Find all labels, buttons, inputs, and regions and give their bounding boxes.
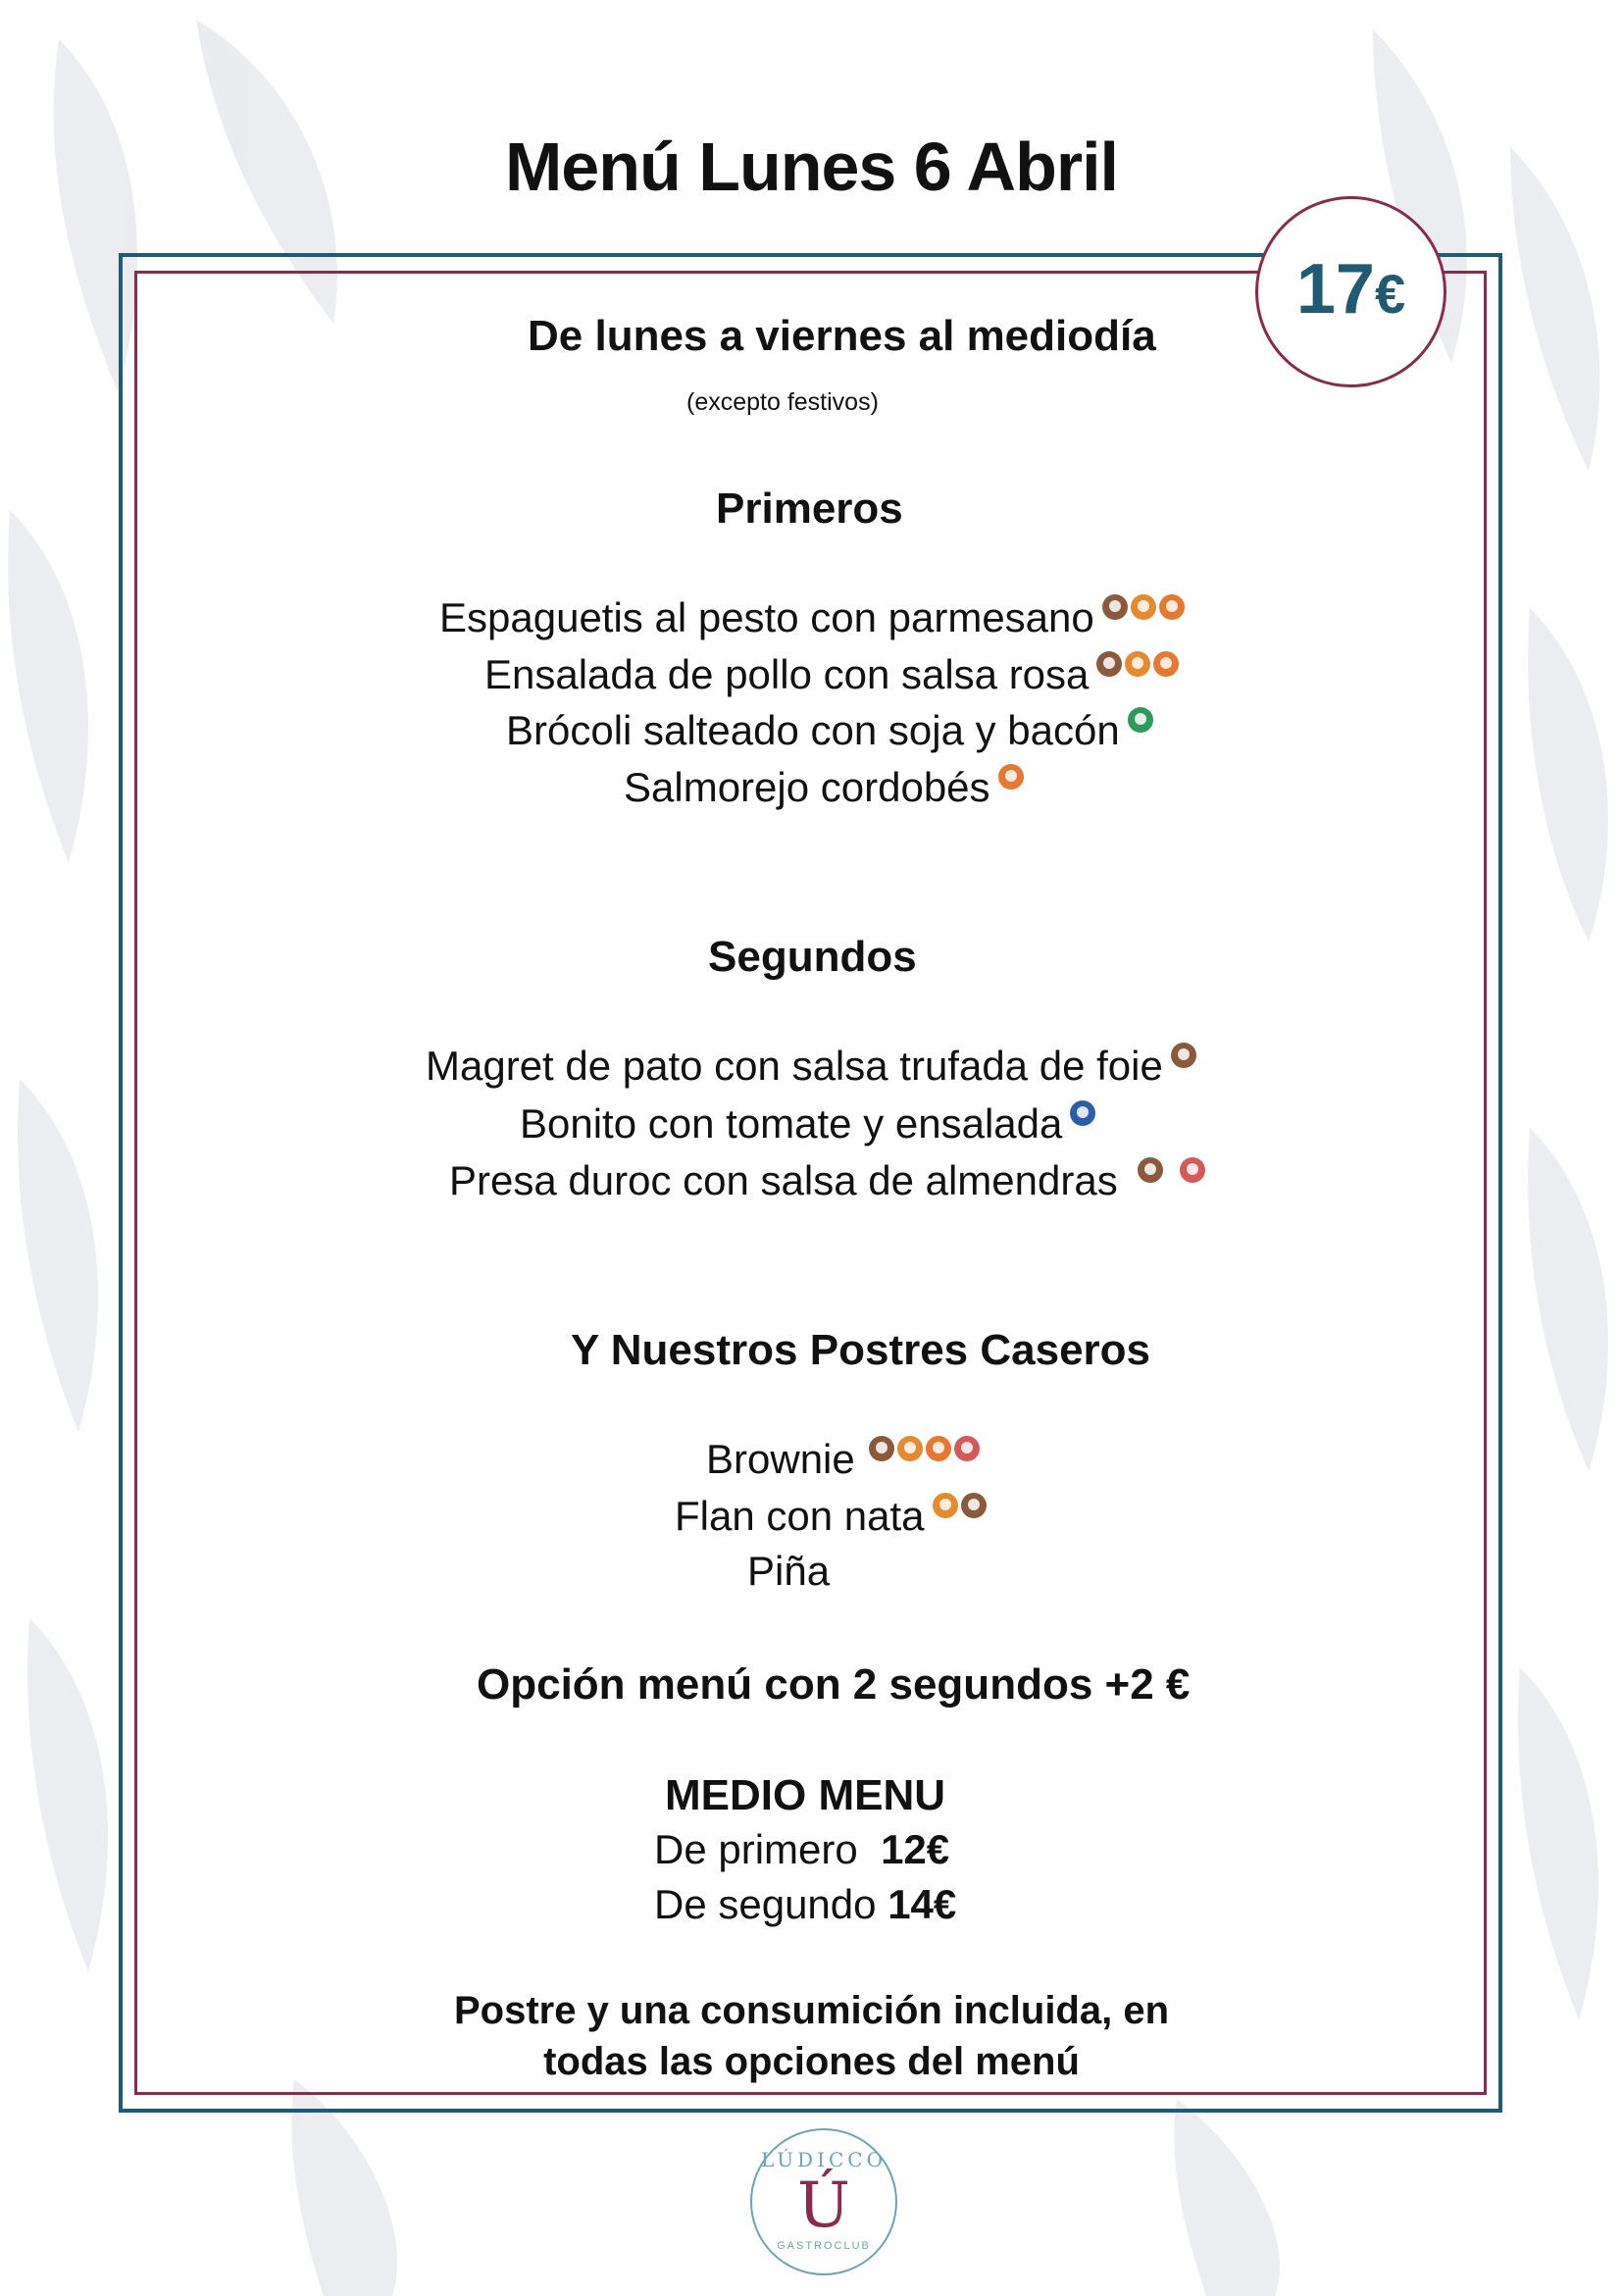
menu-item [520,1100,1098,1148]
menu-item-label: Magret de pato con salsa trufada de foie [426,1043,1163,1089]
allergen-icon [1131,594,1156,620]
allergen-icons [1138,1157,1208,1204]
menu-item [484,651,1182,698]
primeros-heading: Primeros [716,485,903,533]
allergen-icons [1070,1100,1098,1148]
medio-segundo [654,1881,956,1928]
menu-item-label: Espaguetis al pesto con parmesano [439,594,1094,640]
option-two-seconds: Opción menú con 2 segundos +2 € [477,1660,1191,1709]
allergen-icons [1171,1043,1199,1090]
price-currency: € [1374,263,1406,325]
menu-item-label: Bonito con tomate y ensalada [520,1100,1063,1147]
footer-line-2: todas las opciones del menú [543,2040,1080,2083]
allergen-icon [954,1436,980,1461]
allergen-icon [1180,1157,1205,1183]
allergen-icons [1096,651,1182,698]
segundos-heading: Segundos [708,933,917,981]
footer-line-1: Postre y una consumición incluida, en [453,1989,1170,2032]
allergen-icon [961,1493,987,1518]
menu-item [439,594,1188,641]
allergen-icons [1102,594,1188,641]
schedule-note: (excepto festivos) [686,388,879,416]
menu-item [675,1493,989,1540]
allergen-icon [1125,651,1150,677]
menu-item-label: Brownie [706,1436,855,1482]
menu-item [426,1043,1199,1090]
allergen-icon [1153,651,1179,677]
allergen-icon [897,1436,923,1461]
menu-item-label: Presa duroc con salsa de almendras [449,1157,1118,1203]
postres-heading: Y Nuestros Postres Caseros [571,1326,1151,1374]
medio-primero-price: 12€ [881,1826,950,1872]
allergen-icon [1159,594,1185,620]
allergen-icon [933,1493,958,1518]
allergen-icons [1128,707,1156,754]
allergen-icons [869,1436,983,1483]
allergen-icon [1102,594,1128,620]
schedule-heading: De lunes a viernes al mediodía [528,312,1156,360]
allergen-icon [1138,1157,1163,1183]
allergen-icons [998,764,1027,811]
logo-subtitle: GASTROCLUB [777,2240,871,2252]
allergen-icon [1070,1100,1095,1126]
price-badge [1255,196,1446,387]
allergen-icon [926,1436,951,1461]
allergen-icon [1096,651,1122,677]
allergen-icon [998,764,1024,790]
medio-primero [654,1826,949,1873]
menu-item-label: Salmorejo cordobés [624,764,990,810]
menu-item [747,1548,830,1595]
page-title: Menú Lunes 6 Abril [504,128,1119,205]
medio-menu-heading: MEDIO MENU [665,1771,945,1819]
logo-name: LÚDICCO [761,2148,887,2171]
allergen-icon [1171,1043,1196,1068]
menu-item [506,707,1156,754]
allergen-icon [869,1436,894,1461]
medio-segundo-price: 14€ [888,1881,957,1927]
logo-letter: Ú [797,2169,850,2242]
menu-item-label: Ensalada de pollo con salsa rosa [484,651,1090,697]
allergen-icons [933,1493,989,1540]
price-amount: 17 [1295,250,1375,329]
ludicco-logo [750,2128,897,2275]
menu-item [624,764,1027,811]
menu-item [706,1436,983,1483]
allergen-icon [1128,707,1153,733]
menu-item [449,1157,1208,1204]
menu-item-label: Brócoli salteado con soja y bacón [506,707,1120,753]
medio-primero-label: De primero [654,1826,858,1872]
medio-segundo-label: De segundo [654,1881,877,1927]
menu-item-label: Flan con nata [675,1493,925,1539]
menu-item-label: Piña [747,1548,831,1594]
